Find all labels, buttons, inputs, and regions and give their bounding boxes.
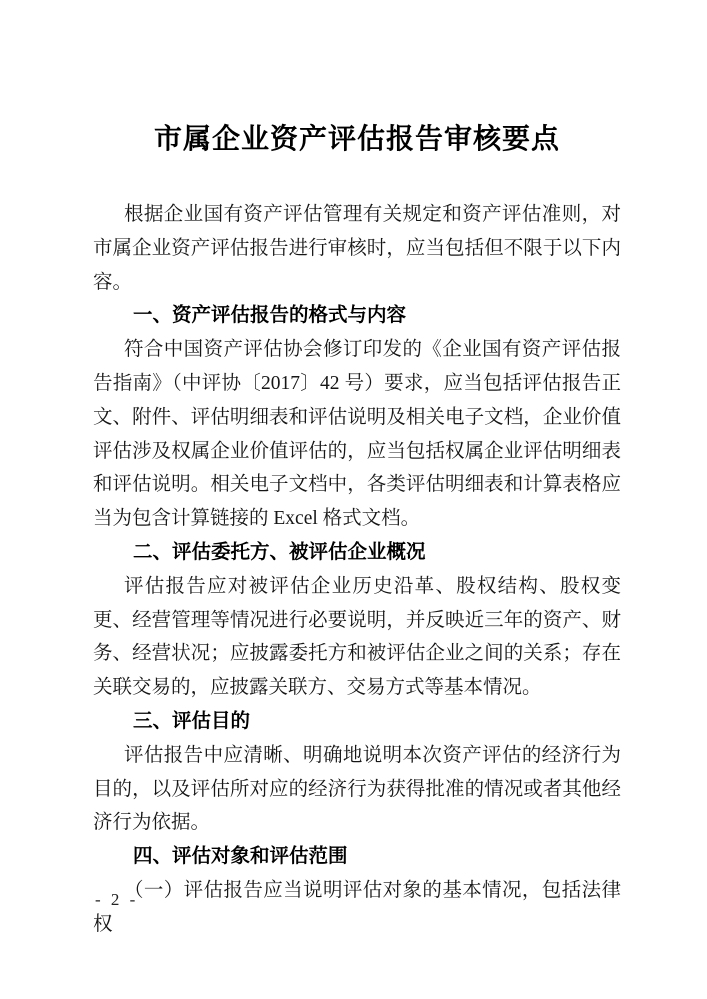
section-heading-3: 三、评估目的	[133, 709, 251, 732]
intro-paragraph: 根据企业国有资产评估管理有关规定和资产评估准则，对市属企业资产评估报告进行审核时，应当包括但不限于以下内容。	[93, 204, 621, 293]
section-2-paragraph: 评估报告应对被评估企业历史沿革、股权结构、股权变更、经营管理等情况进行必要说明，并反映近三年的资产、财务、经营状况；应披露委托方和被评估企业之间的关系；存在关联交易的，应披露关联方、交易方式等基本情况。	[93, 575, 621, 699]
section-heading-1: 一、资产评估报告的格式与内容	[133, 304, 407, 327]
page-number: - 2 -	[95, 890, 139, 909]
section-1-paragraph: 符合中国资产评估协会修订印发的《企业国有资产评估报告指南》（中评协〔2017〕42 号）要求，应当包括评估报告正文、附件、评估明细表和评估说明及相关电子文档，企业价值评估涉及权属企业价值评估的，应当包括权属企业评估明细表和评估说明。相关电子文档中，各类评估明细表和计算表格应当为包含计算链接的 Excel 格式文档。	[93, 339, 621, 530]
section-heading-2: 二、评估委托方、被评估企业概况	[133, 540, 426, 563]
document-title: 市属企业资产评估报告审核要点	[153, 124, 560, 155]
section-4-paragraph: （一）评估报告应当说明评估对象的基本情况，包括法律权	[93, 879, 621, 935]
section-heading-4: 四、评估对象和评估范围	[133, 845, 348, 868]
section-3-paragraph: 评估报告中应清晰、明确地说明本次资产评估的经济行为目的，以及评估所对应的经济行为获得批准的情况或者其他经济行为依据。	[93, 744, 621, 834]
document-body	[93, 198, 621, 942]
